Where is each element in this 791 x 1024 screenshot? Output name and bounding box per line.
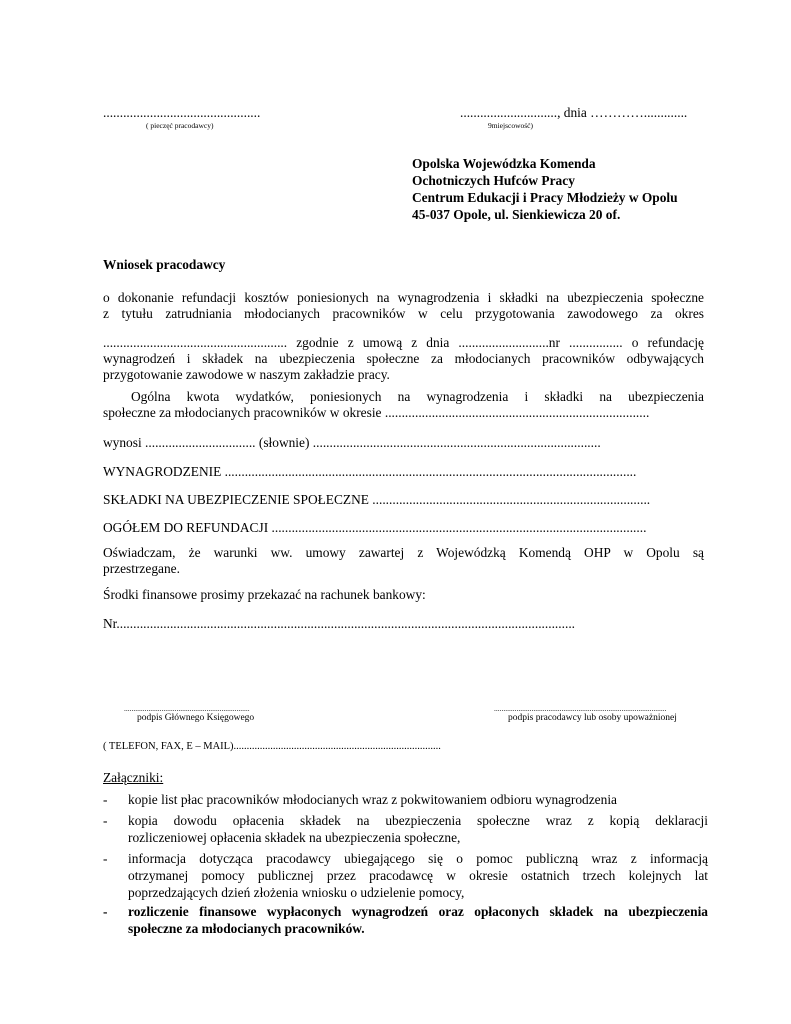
place-date: ............................., dnia ………….............	[460, 105, 688, 120]
recipient-line-4: 45-037 Opole, ul. Sienkiewicza 20 of.	[412, 207, 621, 222]
agreement-paragraph	[103, 335, 704, 383]
agreement-line-2: wynagrodzeń i składek na ubezpieczenia społeczne za młodocianych pracowników odbywających	[103, 351, 704, 366]
list-bullet: -	[103, 813, 108, 828]
document-title: Wniosek pracodawcy	[103, 257, 226, 272]
declaration-paragraph	[103, 545, 704, 577]
agreement-line-3: przygotowanie zawodowe w naszym zakładzie pracy.	[103, 367, 390, 382]
contact-field: ( TELEFON, FAX, E – MAIL)...............................................................................	[103, 741, 441, 752]
attachment-item-3-line-1: informacja dotycząca pracodawcy ubiegającego się o pomoc publiczną wraz z informacją	[128, 851, 708, 866]
total-line-1: Ogólna kwota wydatków, poniesionych na wynagrodzenia i składki na ubezpieczenia	[131, 389, 704, 404]
intro-paragraph	[103, 290, 704, 322]
recipient-line-2: Ochotniczych Hufców Pracy	[412, 173, 575, 188]
amount-field: wynosi ................................. (słownie) ......................................................................................	[103, 435, 601, 450]
list-bullet: -	[103, 851, 108, 866]
signature-left-dots: ...................................................................	[124, 704, 250, 713]
total-line-2: społeczne za młodocianych pracowników w okresie ...............................................................................	[103, 405, 650, 420]
attachment-item-3-line-2: otrzymanej pomocy publicznej przez pracodawcę w okresie ostatnich trzech kolejnych lat	[128, 868, 708, 883]
wages-field: WYNAGRODZENIE ...........................................................................................................................	[103, 464, 637, 479]
contributions-field: SKŁADKI NA UBEZPIECZENIE SPOŁECZNE ...................................................................................	[103, 492, 651, 507]
declaration-line-1: Oświadczam, że warunki ww. umowy zawartej z Wojewódzką Komendą OHP w Opolu są	[103, 545, 704, 560]
intro-line-1: o dokonanie refundacji kosztów poniesionych na wynagrodzenia i składki na ubezpieczenia społeczne	[103, 290, 704, 305]
recipient-address	[412, 155, 678, 223]
place-caption: 9miejscowość)	[488, 121, 533, 130]
bank-account-field: Nr.........................................................................................................................................	[103, 616, 576, 631]
attachment-item-3-line-3: poprzedzających dzień złożenia wniosku o udzielenie pomocy,	[128, 885, 465, 900]
attachment-item-2-line-2: rozliczeniowej opłacenia składek na ubezpieczenia społeczne,	[128, 830, 461, 845]
attachment-item-4-line-1: rozliczenie finansowe wypłaconych wynagrodzeń oraz opłaconych składek na ubezpieczenia	[128, 904, 708, 919]
signature-left-caption: podpis Głównego Księgowego	[137, 713, 255, 723]
recipient-line-3: Centrum Edukacji i Pracy Młodzieży w Opolu	[412, 190, 678, 205]
declaration-line-2: przestrzegane.	[103, 561, 180, 576]
signature-right-dots: ............................................................................................	[494, 704, 667, 713]
recipient-line-1: Opolska Wojewódzka Komenda	[412, 156, 596, 171]
attachment-item-2-line-1: kopia dowodu opłacenia składek na ubezpieczenia społeczne wraz z kopią deklaracji	[128, 813, 708, 828]
attachment-item-1: kopie list płac pracowników młodocianych wraz z pokwitowaniem odbioru wynagrodzenia	[128, 792, 617, 807]
list-bullet: -	[103, 904, 108, 919]
total-paragraph	[103, 389, 704, 421]
attachment-item-4-line-2: społeczne za młodocianych pracowników.	[128, 921, 365, 936]
refund-total-field: OGÓŁEM DO REFUNDACJI ................................................................................................................	[103, 520, 647, 535]
bank-request: Środki finansowe prosimy przekazać na rachunek bankowy:	[103, 587, 426, 602]
list-bullet: -	[103, 792, 108, 807]
stamp-dots: ...............................................	[103, 105, 261, 120]
attachments-heading: Załączniki:	[103, 770, 164, 785]
intro-line-2: z tytułu zatrudniania młodocianych pracowników w celu przygotowania zawodowego za okres	[103, 306, 704, 321]
stamp-caption: ( pieczęć pracodawcy)	[146, 121, 214, 130]
agreement-line-1: ....................................................... zgodnie z umową z dnia ...........................nr ................ o refundację	[103, 335, 704, 350]
signature-right-caption: podpis pracodawcy lub osoby upoważnionej	[508, 713, 677, 723]
